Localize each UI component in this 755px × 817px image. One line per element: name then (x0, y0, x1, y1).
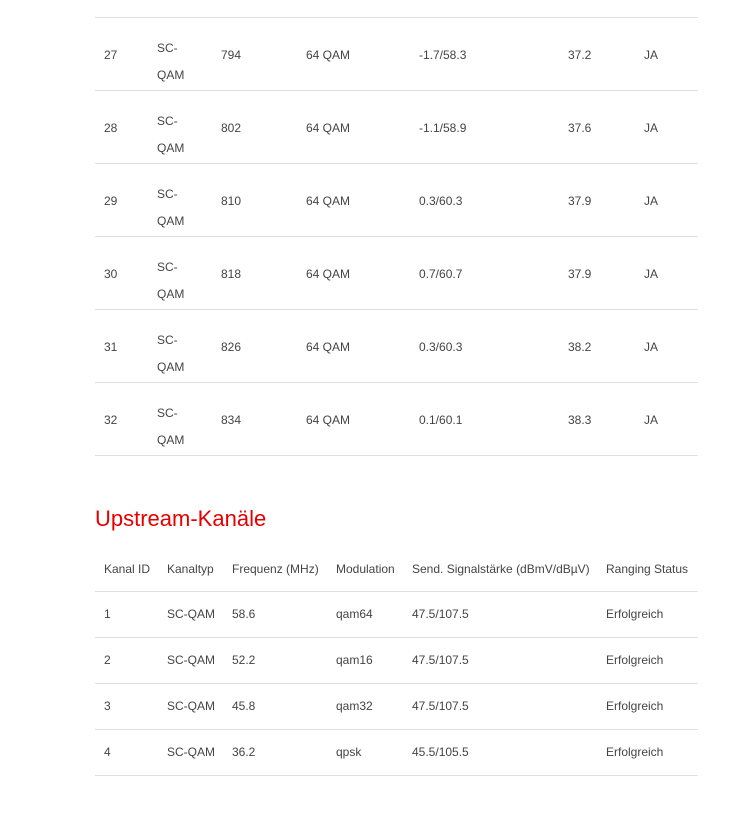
channel-modulation: qam16 (336, 653, 373, 667)
table-row (95, 164, 698, 237)
header-channel-type: Kanaltyp (167, 562, 214, 576)
header-channel-id: Kanal ID (104, 562, 151, 576)
channel-type: SC-QAM (167, 607, 215, 621)
channel-ranging-status: Erfolgreich (606, 607, 664, 621)
channel-id: 3 (104, 699, 111, 713)
channel-modulation: 64 QAM (306, 340, 351, 354)
channel-snr: 38.3 (568, 413, 592, 427)
channel-power: 0.1/60.1 (419, 413, 463, 427)
channel-type: SC-QAM (157, 41, 185, 82)
channel-frequency: 52.2 (232, 653, 256, 667)
channel-id: 27 (104, 48, 118, 62)
channel-modulation: qpsk (336, 745, 362, 759)
channel-frequency: 826 (221, 340, 242, 354)
table-row (95, 91, 698, 164)
channel-send-power: 47.5/107.5 (412, 699, 469, 713)
channel-modulation: qam32 (336, 699, 373, 713)
channel-type: SC-QAM (157, 260, 185, 301)
channel-id: 28 (104, 121, 118, 135)
channel-power: -1.1/58.9 (419, 121, 467, 135)
table-header (95, 549, 698, 592)
table-row (95, 383, 698, 456)
channel-locked: JA (644, 121, 659, 135)
channel-locked: JA (644, 267, 659, 281)
channel-snr: 37.6 (568, 121, 592, 135)
channel-modulation: 64 QAM (306, 413, 351, 427)
channel-frequency: 58.6 (232, 607, 256, 621)
channel-send-power: 47.5/107.5 (412, 653, 469, 667)
table-row (95, 237, 698, 310)
channel-type: SC-QAM (157, 406, 185, 447)
channel-type: SC-QAM (157, 114, 185, 155)
channel-id: 1 (104, 607, 111, 621)
table-row (95, 592, 698, 638)
channel-ranging-status: Erfolgreich (606, 745, 664, 759)
channel-frequency: 810 (221, 194, 242, 208)
channel-snr: 37.9 (568, 267, 592, 281)
channel-type: SC-QAM (157, 187, 185, 228)
channel-id: 4 (104, 745, 111, 759)
channel-type: SC-QAM (167, 745, 215, 759)
header-frequency: Frequenz (MHz) (232, 562, 319, 576)
downstream-table (95, 17, 698, 456)
table-row (95, 18, 698, 91)
channel-locked: JA (644, 340, 659, 354)
channel-snr: 37.9 (568, 194, 592, 208)
header-modulation: Modulation (336, 562, 395, 576)
channel-ranging-status: Erfolgreich (606, 653, 664, 667)
channel-frequency: 36.2 (232, 745, 256, 759)
channel-id: 2 (104, 653, 111, 667)
table-row (95, 730, 698, 776)
channel-ranging-status: Erfolgreich (606, 699, 664, 713)
channel-type: SC-QAM (157, 333, 185, 374)
channel-frequency: 45.8 (232, 699, 256, 713)
channel-power: 0.3/60.3 (419, 194, 463, 208)
channel-power: -1.7/58.3 (419, 48, 467, 62)
channel-send-power: 45.5/105.5 (412, 745, 469, 759)
channel-frequency: 818 (221, 267, 242, 281)
channel-id: 32 (104, 413, 118, 427)
channel-type: SC-QAM (167, 653, 215, 667)
channel-id: 29 (104, 194, 118, 208)
channel-power: 0.3/60.3 (419, 340, 463, 354)
channel-locked: JA (644, 413, 659, 427)
channel-locked: JA (644, 194, 659, 208)
upstream-section-title: Upstream-Kanäle (95, 506, 267, 531)
header-send-power: Send. Signalstärke (dBmV/dBµV) (412, 562, 590, 576)
channel-modulation: 64 QAM (306, 48, 351, 62)
channel-id: 31 (104, 340, 118, 354)
channel-power: 0.7/60.7 (419, 267, 463, 281)
upstream-table (95, 549, 698, 776)
channel-snr: 37.2 (568, 48, 592, 62)
channel-modulation: 64 QAM (306, 194, 351, 208)
table-row (95, 638, 698, 684)
channel-type: SC-QAM (167, 699, 215, 713)
header-ranging-status: Ranging Status (606, 562, 689, 576)
channel-modulation: qam64 (336, 607, 373, 621)
table-row (95, 310, 698, 383)
channel-locked: JA (644, 48, 659, 62)
channel-id: 30 (104, 267, 118, 281)
channel-frequency: 802 (221, 121, 242, 135)
channel-frequency: 794 (221, 48, 242, 62)
channel-send-power: 47.5/107.5 (412, 607, 469, 621)
table-row (95, 684, 698, 730)
channel-snr: 38.2 (568, 340, 592, 354)
channel-modulation: 64 QAM (306, 121, 351, 135)
downstream-table-section (95, 17, 698, 456)
channel-frequency: 834 (221, 413, 242, 427)
channel-modulation: 64 QAM (306, 267, 351, 281)
